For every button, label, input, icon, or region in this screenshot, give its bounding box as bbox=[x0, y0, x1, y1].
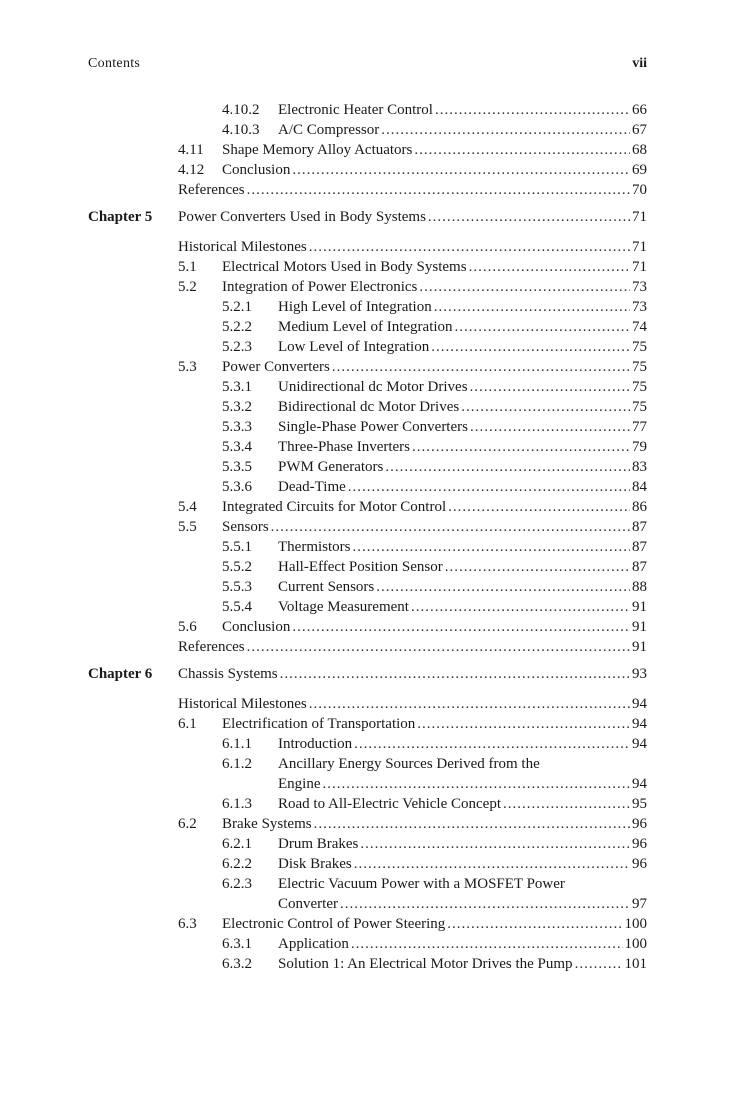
dot-leader bbox=[292, 160, 630, 180]
toc-chapter-row bbox=[0, 664, 735, 684]
dot-leader bbox=[414, 140, 630, 160]
dot-leader bbox=[309, 694, 630, 714]
page-number: 77 bbox=[632, 419, 647, 435]
entry-title: PWM Generators bbox=[278, 459, 384, 475]
section-number: 5.3.3 bbox=[222, 419, 252, 435]
toc-entry-row bbox=[0, 180, 735, 200]
page-number: 71 bbox=[632, 209, 647, 225]
section-number: 5.3.1 bbox=[222, 379, 252, 395]
dot-leader bbox=[247, 180, 630, 200]
dot-leader bbox=[434, 297, 630, 317]
section-number: 4.11 bbox=[178, 142, 204, 158]
section-number: 5.2.1 bbox=[222, 299, 252, 315]
dot-leader bbox=[385, 457, 630, 477]
page-number: 69 bbox=[632, 162, 647, 178]
entry-title: Thermistors bbox=[278, 539, 351, 555]
section-number: 5.2.2 bbox=[222, 319, 252, 335]
page-number: 73 bbox=[632, 279, 647, 295]
section-number: 6.2.1 bbox=[222, 836, 252, 852]
toc-entry-row bbox=[0, 714, 735, 734]
page-number: 67 bbox=[632, 122, 647, 138]
page-number: 75 bbox=[632, 379, 647, 395]
toc-entry-row bbox=[0, 337, 735, 357]
page-number: 96 bbox=[632, 856, 647, 872]
section-number: 5.5.4 bbox=[222, 599, 252, 615]
entry-title: Ancillary Energy Sources Derived from the bbox=[278, 756, 540, 772]
toc-entry-row bbox=[0, 537, 735, 557]
dot-leader bbox=[435, 100, 630, 120]
entry-title: Introduction bbox=[278, 736, 353, 752]
dot-leader bbox=[348, 477, 630, 497]
page-number: 75 bbox=[632, 359, 647, 375]
dot-leader bbox=[469, 257, 630, 277]
dot-leader bbox=[461, 397, 630, 417]
entry-title: Historical Milestones bbox=[178, 696, 307, 712]
entry-title: A/C Compressor bbox=[278, 122, 380, 138]
page-number: 100 bbox=[624, 936, 647, 952]
page-number: 91 bbox=[632, 639, 647, 655]
section-number: 6.2.3 bbox=[222, 876, 252, 892]
toc-entry-row bbox=[0, 277, 735, 297]
running-header-section: Contents bbox=[88, 56, 141, 71]
dot-leader bbox=[503, 794, 630, 814]
dot-leader bbox=[340, 894, 630, 914]
toc-entry-row bbox=[0, 457, 735, 477]
entry-title: Sensors bbox=[222, 519, 269, 535]
dot-leader bbox=[431, 337, 630, 357]
page-number: 87 bbox=[632, 539, 647, 555]
section-number: 5.3.6 bbox=[222, 479, 252, 495]
dot-leader bbox=[447, 914, 622, 934]
entry-title: Three-Phase Inverters bbox=[278, 439, 411, 455]
toc-entry-row bbox=[0, 557, 735, 577]
dot-leader bbox=[445, 557, 630, 577]
page-number: 91 bbox=[632, 599, 647, 615]
toc-entry-row bbox=[0, 477, 735, 497]
section-number: 4.10.2 bbox=[222, 102, 260, 118]
entry-title: Shape Memory Alloy Actuators bbox=[222, 142, 413, 158]
dot-leader bbox=[247, 637, 630, 657]
dot-leader bbox=[428, 207, 630, 227]
toc-entry-row bbox=[0, 317, 735, 337]
toc-entry-row bbox=[0, 120, 735, 140]
toc-entry-row bbox=[0, 597, 735, 617]
entry-title: Hall-Effect Position Sensor bbox=[278, 559, 443, 575]
toc-entry-row bbox=[0, 754, 735, 774]
dot-leader bbox=[448, 497, 630, 517]
dot-leader bbox=[271, 517, 630, 537]
page-number: 66 bbox=[632, 102, 647, 118]
page-number: 79 bbox=[632, 439, 647, 455]
dot-leader bbox=[470, 377, 630, 397]
dot-leader bbox=[353, 537, 631, 557]
toc-entry-row bbox=[0, 934, 735, 954]
entry-title: Unidirectional dc Motor Drives bbox=[278, 379, 468, 395]
page-number: 97 bbox=[632, 896, 647, 912]
entry-title: Dead-Time bbox=[278, 479, 346, 495]
section-number: 4.12 bbox=[178, 162, 205, 178]
page-number: 87 bbox=[632, 519, 647, 535]
toc-entry-row bbox=[0, 617, 735, 637]
toc-entry-row bbox=[0, 874, 735, 894]
chapter-label: Chapter 5 bbox=[88, 209, 153, 225]
toc-entry-row bbox=[0, 814, 735, 834]
page-number: 70 bbox=[632, 182, 647, 198]
section-number: 5.3.2 bbox=[222, 399, 252, 415]
dot-leader bbox=[280, 664, 630, 684]
entry-title: Electronic Control of Power Steering bbox=[222, 916, 446, 932]
dot-leader bbox=[470, 417, 630, 437]
entry-title: Electric Vacuum Power with a MOSFET Power bbox=[278, 876, 565, 892]
dot-leader bbox=[354, 854, 630, 874]
page-number: 95 bbox=[632, 796, 647, 812]
dot-leader bbox=[412, 437, 630, 457]
entry-title: Integrated Circuits for Motor Control bbox=[222, 499, 447, 515]
entry-title: Conclusion bbox=[222, 162, 291, 178]
section-number: 6.1.3 bbox=[222, 796, 252, 812]
dot-leader bbox=[376, 577, 630, 597]
page-number: 86 bbox=[632, 499, 647, 515]
entry-title: Electrification of Transportation bbox=[222, 716, 416, 732]
page-number: 94 bbox=[632, 736, 647, 752]
entry-title: Bidirectional dc Motor Drives bbox=[278, 399, 460, 415]
entry-title: Drum Brakes bbox=[278, 836, 359, 852]
page-number: 94 bbox=[632, 696, 647, 712]
dot-leader bbox=[292, 617, 630, 637]
page-number: 75 bbox=[632, 339, 647, 355]
entry-title: Solution 1: An Electrical Motor Drives the Pump bbox=[278, 956, 573, 972]
entry-title: Road to All-Electric Vehicle Concept bbox=[278, 796, 501, 812]
entry-title: Electronic Heater Control bbox=[278, 102, 433, 118]
toc-entry-row bbox=[0, 297, 735, 317]
dot-leader bbox=[309, 237, 630, 257]
entry-title: Converter bbox=[278, 896, 338, 912]
entry-title: Power Converters Used in Body Systems bbox=[178, 209, 426, 225]
entry-title: Integration of Power Electronics bbox=[222, 279, 418, 295]
toc-entry-row bbox=[0, 854, 735, 874]
section-number: 5.6 bbox=[178, 619, 197, 635]
section-number: 6.3 bbox=[178, 916, 197, 932]
page-number: 87 bbox=[632, 559, 647, 575]
entry-title: References bbox=[178, 639, 245, 655]
section-number: 6.2 bbox=[178, 816, 197, 832]
entry-title: Application bbox=[278, 936, 349, 952]
section-number: 5.5.1 bbox=[222, 539, 252, 555]
section-number: 5.5 bbox=[178, 519, 197, 535]
section-number: 5.1 bbox=[178, 259, 197, 275]
entry-title: Voltage Measurement bbox=[278, 599, 409, 615]
running-header-page-number: vii bbox=[632, 56, 647, 71]
dot-leader bbox=[360, 834, 630, 854]
toc-entry-row bbox=[0, 357, 735, 377]
entry-title: Current Sensors bbox=[278, 579, 375, 595]
entry-title: Brake Systems bbox=[222, 816, 312, 832]
page-number: 84 bbox=[632, 479, 647, 495]
section-number: 6.3.2 bbox=[222, 956, 252, 972]
toc-entry-row bbox=[0, 577, 735, 597]
dot-leader bbox=[323, 774, 631, 794]
toc-entry-row bbox=[0, 694, 735, 714]
entry-title: Disk Brakes bbox=[278, 856, 352, 872]
dot-leader bbox=[419, 277, 630, 297]
toc-entry-row bbox=[0, 100, 735, 120]
page-number: 73 bbox=[632, 299, 647, 315]
entry-title: Electrical Motors Used in Body Systems bbox=[222, 259, 467, 275]
entry-title: Power Converters bbox=[222, 359, 330, 375]
section-number: 5.3 bbox=[178, 359, 197, 375]
toc-entry-row bbox=[0, 377, 735, 397]
toc-entry-row bbox=[0, 794, 735, 814]
page-number: 96 bbox=[632, 836, 647, 852]
page-number: 101 bbox=[624, 956, 647, 972]
dot-leader bbox=[332, 357, 630, 377]
toc-entry-row bbox=[0, 160, 735, 180]
section-number: 6.1 bbox=[178, 716, 197, 732]
toc-entry-row bbox=[0, 734, 735, 754]
section-number: 4.10.3 bbox=[222, 122, 260, 138]
entry-title: High Level of Integration bbox=[278, 299, 432, 315]
dot-leader bbox=[575, 954, 623, 974]
dot-leader bbox=[417, 714, 630, 734]
dot-leader bbox=[411, 597, 630, 617]
entry-title: Single-Phase Power Converters bbox=[278, 419, 468, 435]
section-number: 6.3.1 bbox=[222, 936, 252, 952]
section-number: 5.2 bbox=[178, 279, 197, 295]
page-number: 68 bbox=[632, 142, 647, 158]
page-number: 91 bbox=[632, 619, 647, 635]
entry-title: Historical Milestones bbox=[178, 239, 307, 255]
page-number: 94 bbox=[632, 716, 647, 732]
toc-entry-row bbox=[0, 894, 735, 914]
section-number: 5.2.3 bbox=[222, 339, 252, 355]
entry-title: Conclusion bbox=[222, 619, 291, 635]
section-number: 5.3.4 bbox=[222, 439, 252, 455]
toc-entry-row bbox=[0, 140, 735, 160]
section-number: 5.5.3 bbox=[222, 579, 252, 595]
toc-entry-row bbox=[0, 437, 735, 457]
chapter-label: Chapter 6 bbox=[88, 666, 153, 682]
section-number: 6.1.2 bbox=[222, 756, 252, 772]
toc-entry-row bbox=[0, 517, 735, 537]
entry-title: References bbox=[178, 182, 245, 198]
dot-leader bbox=[314, 814, 630, 834]
toc-chapter-row bbox=[0, 207, 735, 227]
toc-entry-row bbox=[0, 237, 735, 257]
toc-entry-row bbox=[0, 774, 735, 794]
toc-entry-row bbox=[0, 954, 735, 974]
page-number: 94 bbox=[632, 776, 647, 792]
toc-entry-row bbox=[0, 257, 735, 277]
page-number: 75 bbox=[632, 399, 647, 415]
entry-title: Engine bbox=[278, 776, 321, 792]
dot-leader bbox=[455, 317, 630, 337]
toc-entry-row bbox=[0, 637, 735, 657]
section-number: 6.1.1 bbox=[222, 736, 252, 752]
section-number: 5.3.5 bbox=[222, 459, 252, 475]
section-number: 5.4 bbox=[178, 499, 197, 515]
page-number: 100 bbox=[624, 916, 647, 932]
dot-leader bbox=[354, 734, 630, 754]
section-number: 5.5.2 bbox=[222, 559, 252, 575]
toc-entry-row bbox=[0, 914, 735, 934]
page-number: 71 bbox=[632, 239, 647, 255]
page-number: 88 bbox=[632, 579, 647, 595]
page-number: 74 bbox=[632, 319, 647, 335]
entry-title: Chassis Systems bbox=[178, 666, 278, 682]
toc-entry-row bbox=[0, 397, 735, 417]
dot-leader bbox=[381, 120, 630, 140]
section-number: 6.2.2 bbox=[222, 856, 252, 872]
page-number: 96 bbox=[632, 816, 647, 832]
toc-entry-row bbox=[0, 834, 735, 854]
page-number: 83 bbox=[632, 459, 647, 475]
page-number: 93 bbox=[632, 666, 647, 682]
dot-leader bbox=[351, 934, 623, 954]
entry-title: Low Level of Integration bbox=[278, 339, 430, 355]
toc-entry-row bbox=[0, 497, 735, 517]
entry-title: Medium Level of Integration bbox=[278, 319, 453, 335]
toc-entry-row bbox=[0, 417, 735, 437]
page-number: 71 bbox=[632, 259, 647, 275]
